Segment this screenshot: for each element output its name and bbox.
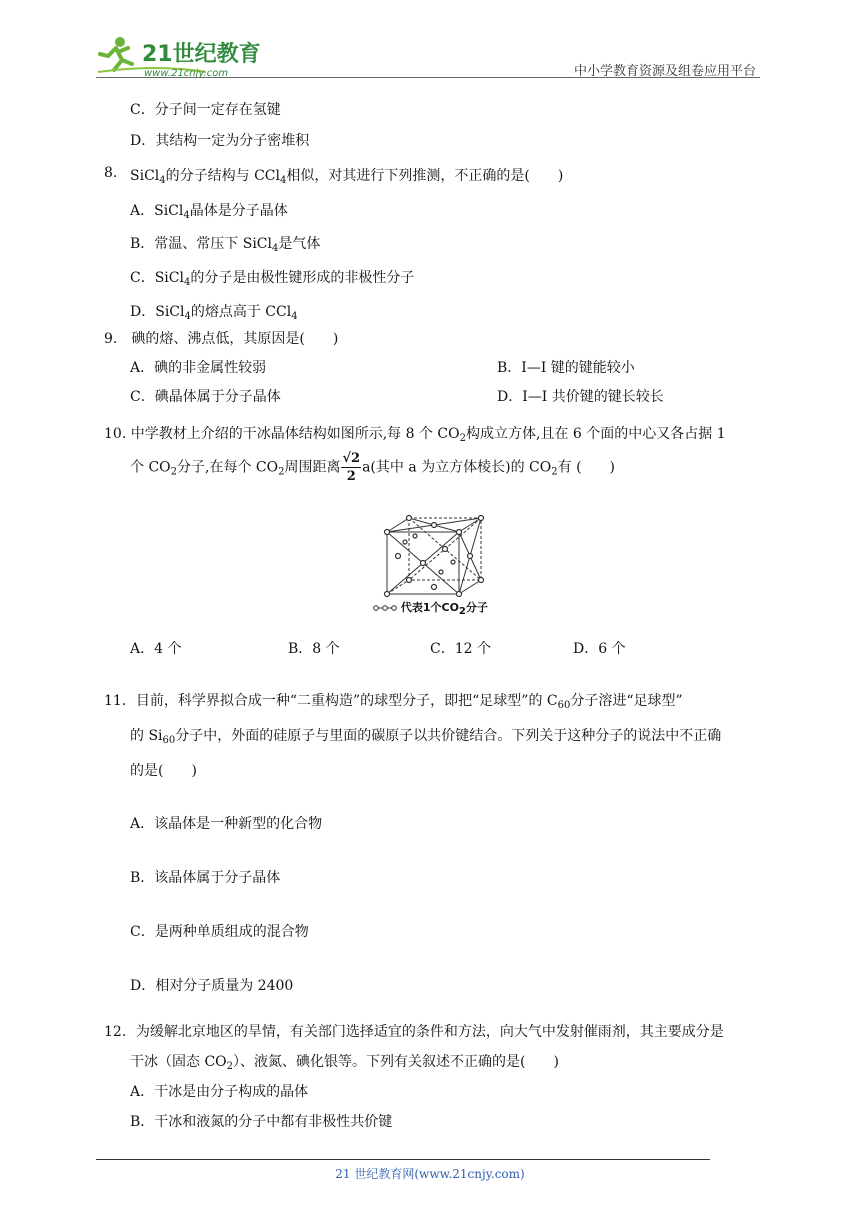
header-divider [96, 77, 760, 78]
crystal-cube-diagram [375, 512, 495, 602]
q8-stem: SiCl$_4$的分子结构与 CCl$_4$相似，对其进行下列推测，不正确的是( ) [130, 168, 564, 186]
q11-option-d: D．相对分子质量为 2400 [130, 978, 294, 994]
q8-option-b: B．常温、常压下 SiCl$_4$是气体 [130, 236, 321, 254]
q9-option-c: C．碘晶体属于分子晶体 [130, 389, 281, 405]
q10-option-d: D．6 个 [573, 641, 626, 657]
q10-line1: 10. 中学教材上介绍的干冰晶体结构如图所示,每 8 个 $CO_2$构成立方体,且在 6 个面的中心又各占据 1 [104, 426, 726, 444]
q11-option-b: B．该晶体属于分子晶体 [130, 870, 281, 886]
q12-option-b: B．干冰和液氮的分子中都有非极性共价键 [130, 1114, 393, 1130]
q11-line1: 11．目前，科学界拟合成一种“二重构造”的球型分子，即把“足球型”的 $C_{60}$分子溶进“足球型” [104, 693, 683, 711]
q8-number: 8. [104, 165, 118, 181]
q10-option-b: B．8 个 [288, 641, 340, 657]
fraction-sqrt2-over-2: $\frac{√2}{2}$ [342, 451, 361, 484]
q9-option-d: D．I—I 共价键的键长较长 [497, 389, 664, 405]
q10-option-a: A．4 个 [130, 641, 182, 657]
q8-option-c: C．SiCl$_4$的分子是由极性键形成的非极性分子 [130, 270, 415, 288]
co2-molecule-legend-icon [373, 604, 397, 612]
footer-site-link[interactable]: 21 世纪教育网(www.21cnjy.com) [335, 1167, 525, 1181]
q8-option-d: D．SiCl$_4$的熔点高于 CCl$_4$ [130, 304, 298, 322]
q9-stem: 9. 碘的熔、沸点低，其原因是( ) [104, 331, 339, 347]
q7-option-c: C．分子间一定存在氢键 [130, 102, 281, 118]
q12-option-a: A．干冰是由分子构成的晶体 [130, 1084, 309, 1100]
q8-option-a: A．SiCl$_4$晶体是分子晶体 [130, 203, 288, 221]
q12-line2: 干冰（固态 $CO_2$）、液氮、碘化银等。下列有关叙述不正确的是( ) [130, 1054, 559, 1072]
q9-option-b: B．I—I 键的键能较小 [497, 360, 635, 376]
svg-text:www.21cnjy.com: www.21cnjy.com [144, 68, 229, 79]
q11-line2: 的 $Si_{60}$分子中，外面的硅原子与里面的碳原子以共价键结合。下列关于这种分子的说法中不正确 [130, 728, 722, 746]
site-logo [96, 34, 266, 80]
q11-option-a: A．该晶体是一种新型的化合物 [130, 816, 323, 832]
q11-line3: 的是( ) [130, 763, 197, 779]
figure-caption: 代表1个$CO_2$分子 [373, 599, 488, 615]
runner-logo-icon [96, 34, 266, 80]
platform-title: 中小学教育资源及组卷应用平台 [573, 64, 756, 79]
q12-line1: 12．为缓解北京地区的旱情，有关部门选择适宜的条件和方法，向大气中发射催雨剂，其主要成分是 [104, 1024, 724, 1040]
q11-option-c: C．是两种单质组成的混合物 [130, 924, 309, 940]
footer-divider [96, 1159, 710, 1160]
svg-text:21世纪教育: 21世纪教育 [142, 42, 261, 67]
q9-option-a: A．碘的非金属性较弱 [130, 360, 267, 376]
q10-line2: 个 $CO_2$分子,在每个 $CO_2$周围距离 $\frac{√2}{2}$ a(其中 a 为立方体棱长)的 $CO_2$有 ( ) [130, 451, 615, 484]
q10-option-c: C．12 个 [430, 641, 491, 657]
q7-option-d: D．其结构一定为分子密堆积 [130, 133, 310, 149]
